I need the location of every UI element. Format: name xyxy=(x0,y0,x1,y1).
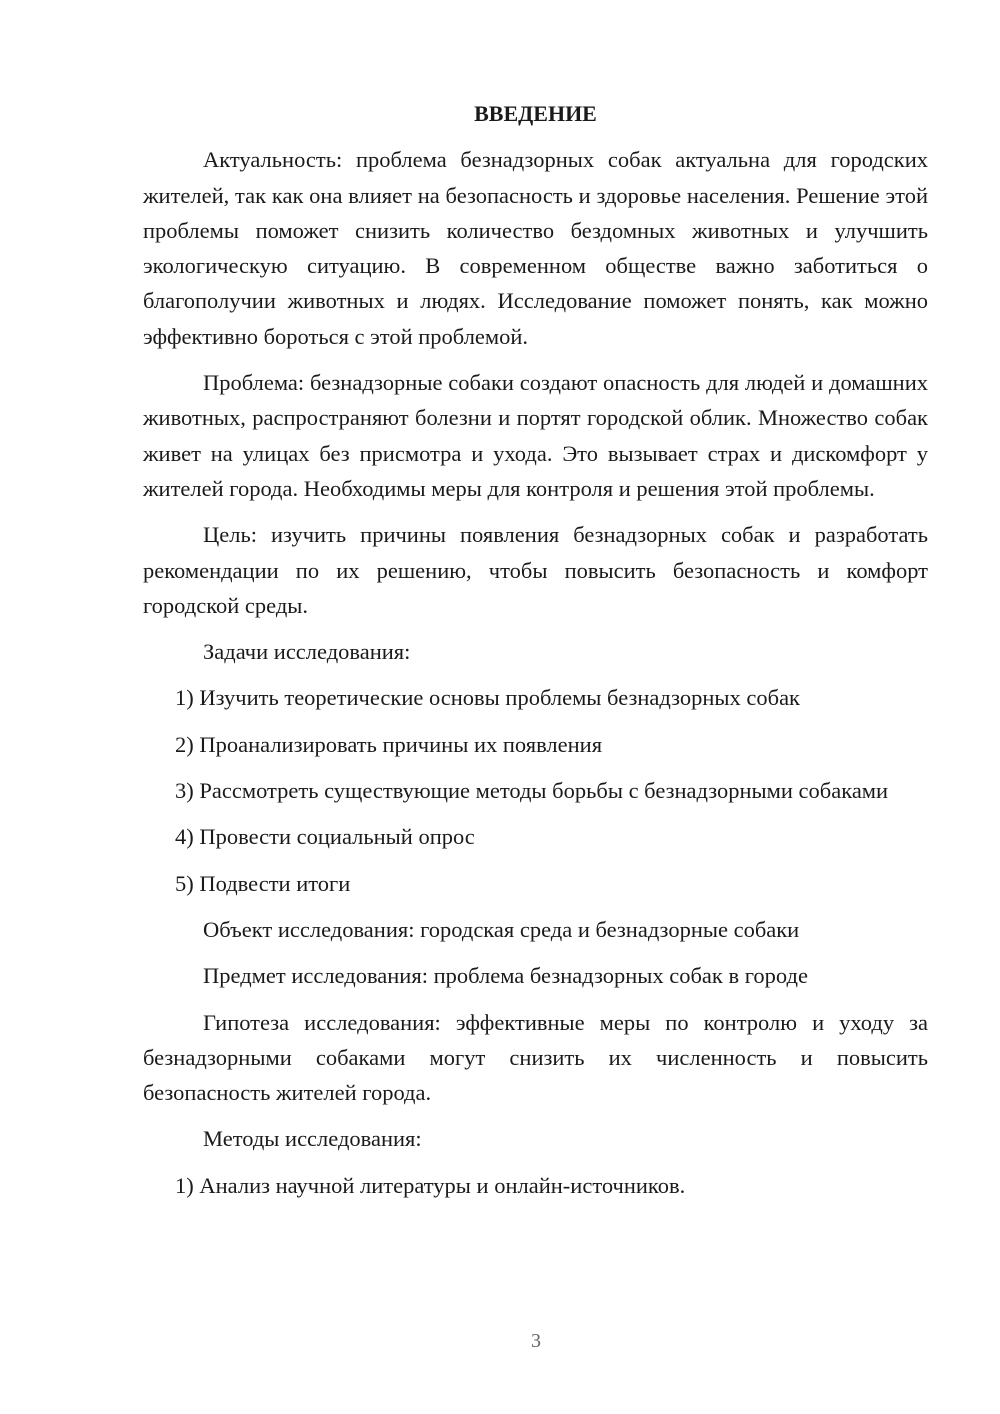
task-item-4: 4) Провести социальный опрос xyxy=(175,824,475,850)
tasks-title: Задачи исследования: xyxy=(203,639,411,665)
task-item-2: 2) Проанализировать причины их появления xyxy=(175,731,603,757)
page-number: 3 xyxy=(531,1330,541,1352)
goal-paragraph: Цель: изучить причины появления безнадзорных собак и разработать рекомендации по их решению, чтобы повысить безопасность и комфорт городской среды. xyxy=(143,522,928,618)
hypothesis-paragraph: Гипотеза исследования: эффективные меры по контролю и уходу за безнадзорными собаками могут снизить их численность и повысить безопасность жителей города. xyxy=(143,1009,928,1106)
page-title: ВВЕДЕНИЕ xyxy=(474,101,597,126)
task-item-5: 5) Подвести итоги xyxy=(175,870,351,896)
task-item-1: 1) Изучить теоретические основы проблемы безнадзорных собак xyxy=(175,685,800,711)
problem-paragraph: Проблема: безнадзорные собаки создают опасность для людей и домашних животных, распространяют болезни и портят городской облик. Множество собак живет на улицах без присмотра и ухода. Это вызывает страх и дискомфорт у жителей города. Необходимы меры для контроля и решения этой проблемы. xyxy=(143,370,928,501)
relevance-paragraph: Актуальность: проблема безнадзорных собак актуальна для городских жителей, так как она влияет на безопасность и здоровье населения. Решение этой проблемы поможет снизить количество бездомных животных и улучшить экологическую ситуацию. В современном обществе важно заботиться о благополучии животных и людях. Исследование поможет понять, как можно эффективно бороться с этой проблемой. xyxy=(143,147,928,349)
method-item-1: 1) Анализ научной литературы и онлайн-источников. xyxy=(175,1172,686,1198)
methods-title: Методы исследования: xyxy=(203,1126,422,1152)
object-paragraph: Объект исследования: городская среда и безнадзорные собаки xyxy=(203,916,800,942)
document-page xyxy=(143,96,928,1214)
subject-paragraph: Предмет исследования: проблема безнадзорных собак в городе xyxy=(203,963,808,989)
task-item-3: 3) Рассмотреть существующие методы борьбы с безнадзорными собаками xyxy=(175,778,889,804)
